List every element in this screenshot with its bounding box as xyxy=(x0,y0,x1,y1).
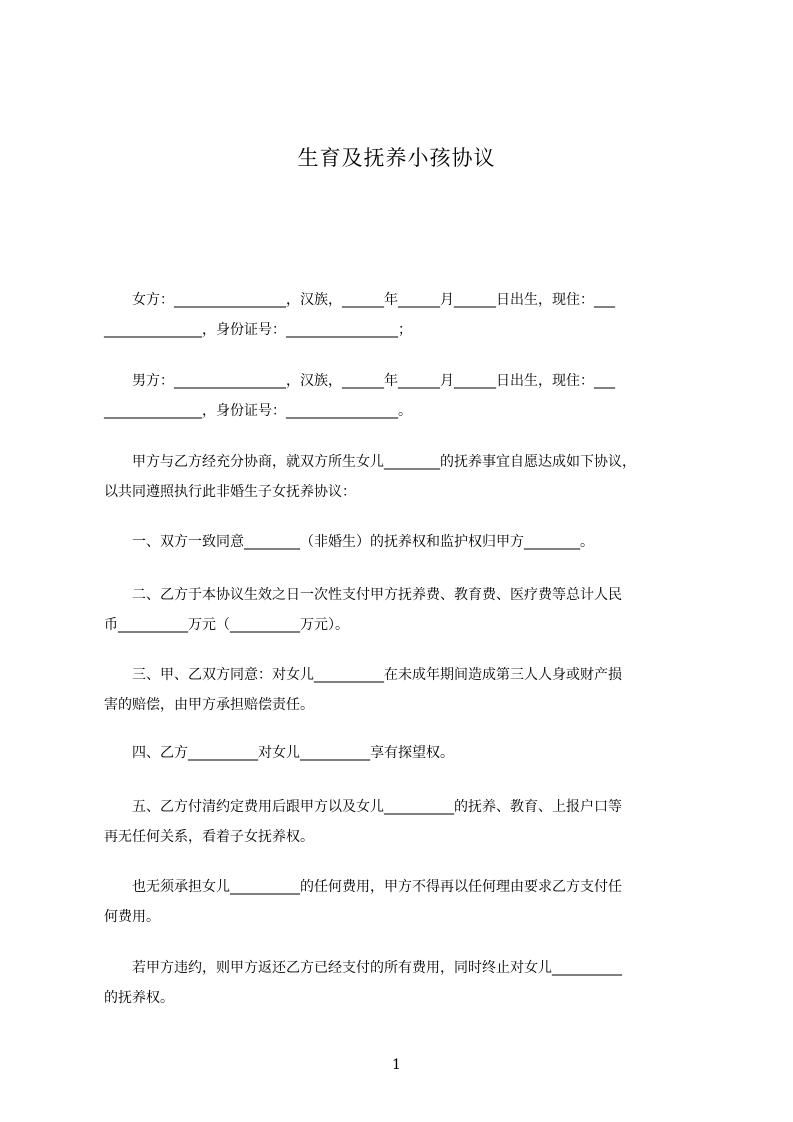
paragraph-clause-3 xyxy=(104,660,704,720)
paragraph-clause-4 xyxy=(104,738,704,768)
paragraph-preamble xyxy=(104,447,704,507)
text-line: ______________，身份证号：________________。 xyxy=(104,403,412,419)
paragraph-clause-2 xyxy=(104,580,704,640)
paragraph-no-further-costs xyxy=(104,872,704,932)
page-number: 1 xyxy=(392,1057,401,1073)
text-line: 以共同遵照执行此非婚生子女抚养协议： xyxy=(104,484,356,500)
text-line: 三、甲、乙双方同意：对女儿__________在未成年期间造成第三人人身或财产损 xyxy=(104,667,622,683)
document-title: 生育及抚养小孩协议 xyxy=(297,146,496,170)
text-line: 二、乙方于本协议生效之日一次性支付甲方抚养费、教育费、医疗费等总计人民 xyxy=(104,587,622,603)
text-line: 若甲方违约，则甲方返还乙方已经支付的所有费用，同时终止对女儿__________ xyxy=(104,960,622,976)
text-line: 女方：________________，汉族，______年______月______日出生，现住：___ xyxy=(104,292,615,308)
paragraph-female-party xyxy=(104,285,704,345)
text-line: 再无任何关系，看着子女抚养权。 xyxy=(104,829,314,845)
text-line: 五、乙方付清约定费用后跟甲方以及女儿__________的抚养、教育、上报户口等 xyxy=(104,799,622,815)
text-line: 害的赔偿，由甲方承担赔偿责任。 xyxy=(104,697,314,713)
text-line: 四、乙方__________对女儿__________享有探望权。 xyxy=(104,745,454,761)
text-line: 男方：________________，汉族，______年______月______日出生，现住：___ xyxy=(104,373,615,389)
text-line: 何费用。 xyxy=(104,909,160,925)
text-line: 甲方与乙方经充分协商，就双方所生女儿________的抚养事宜自愿达成如下协议， xyxy=(104,454,636,470)
paragraph-breach xyxy=(104,953,704,1013)
text-line: 币__________万元（__________万元）。 xyxy=(104,617,349,633)
paragraph-clause-5 xyxy=(104,792,704,852)
paragraph-male-party xyxy=(104,366,704,426)
text-line: 的抚养权。 xyxy=(104,990,174,1006)
text-line: 也无须承担女儿__________的任何费用，甲方不得再以任何理由要求乙方支付任 xyxy=(104,879,622,895)
text-line: ______________，身份证号：________________； xyxy=(104,322,412,338)
paragraph-clause-1 xyxy=(104,527,704,557)
text-line: 一、双方一致同意________（非婚生）的抚养权和监护权归甲方________。 xyxy=(104,534,594,550)
